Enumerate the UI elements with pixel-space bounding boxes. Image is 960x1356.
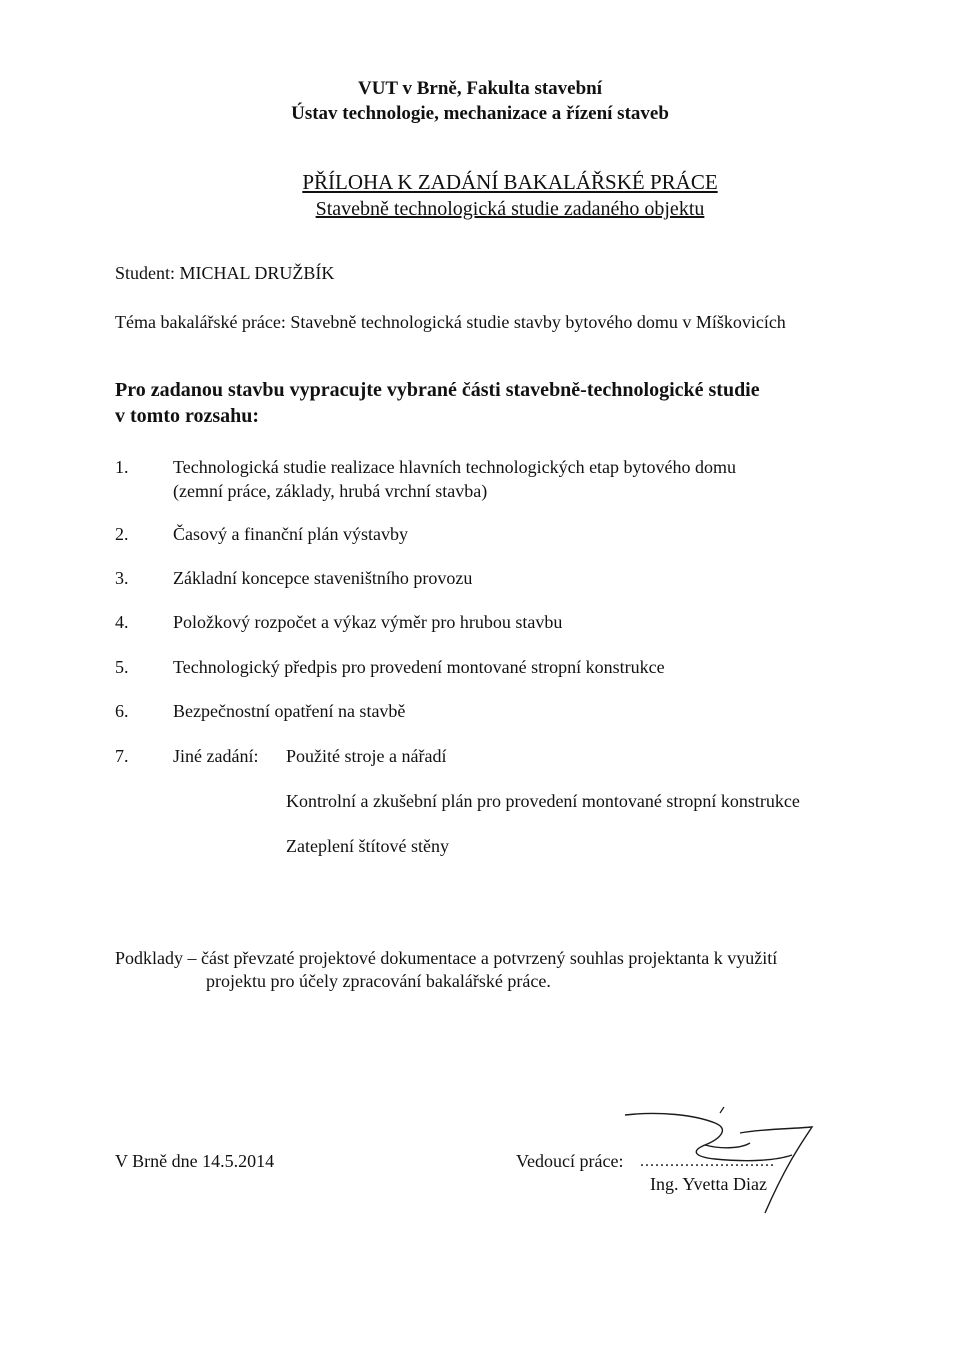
institute-heading: Ústav technologie, mechanizace a řízení staveb	[291, 103, 669, 124]
item-text: Základní koncepce staveništního provozu	[173, 568, 473, 588]
item-number: 2.	[115, 524, 129, 544]
place-and-date: V Brně dne 14.5.2014	[115, 1151, 275, 1171]
item-text: Časový a finanční plán výstavby	[173, 524, 408, 544]
supervisor-name: Ing. Yvetta Diaz	[650, 1174, 767, 1194]
other-task-3: Zateplení štítové stěny	[286, 836, 449, 856]
other-task-1: Použité stroje a nářadí	[286, 746, 447, 766]
item-text: Položkový rozpočet a výkaz výměr pro hrubou stavbu	[173, 612, 563, 632]
student-line: Student: MICHAL DRUŽBÍK	[115, 263, 335, 283]
signature-line: ...........................	[640, 1153, 775, 1170]
item-text: Technologická studie realizace hlavních technologických etap bytového domu	[173, 457, 737, 477]
faculty-heading: VUT v Brně, Fakulta stavební	[357, 78, 603, 99]
item-number: 3.	[115, 568, 129, 588]
document-title: PŘÍLOHA K ZADÁNÍ BAKALÁŘSKÉ PRÁCE	[302, 170, 718, 194]
item-text: Jiné zadání:	[173, 746, 259, 766]
item-number: 1.	[115, 457, 129, 477]
topic-line: Téma bakalářské práce: Stavebně technologická studie stavby bytového domu v Míškovicích	[115, 312, 786, 332]
instruction-line-2: v tomto rozsahu:	[115, 405, 260, 427]
item-text: Bezpečnostní opatření na stavbě	[173, 701, 406, 721]
supervisor-label: Vedoucí práce:	[516, 1151, 624, 1171]
instruction-line-1: Pro zadanou stavbu vypracujte vybrané části stavebně-technologické studie	[115, 379, 760, 401]
handwritten-signature	[600, 1105, 840, 1220]
source-materials-line-1: Podklady – část převzaté projektové dokumentace a potvrzený souhlas projektanta k využití	[115, 948, 778, 968]
other-task-2: Kontrolní a zkušební plán pro provedení montované stropní konstrukce	[286, 791, 800, 811]
item-number: 5.	[115, 657, 129, 677]
document-subtitle: Stavebně technologická studie zadaného objektu	[315, 198, 705, 220]
source-materials-line-2: projektu pro účely zpracování bakalářské práce.	[206, 971, 551, 991]
item-number: 4.	[115, 612, 129, 632]
item-number: 7.	[115, 746, 129, 766]
item-text: Technologický předpis pro provedení montované stropní konstrukce	[173, 657, 665, 677]
item-text-continued: (zemní práce, základy, hrubá vrchní stavba)	[173, 481, 488, 501]
item-number: 6.	[115, 701, 129, 721]
